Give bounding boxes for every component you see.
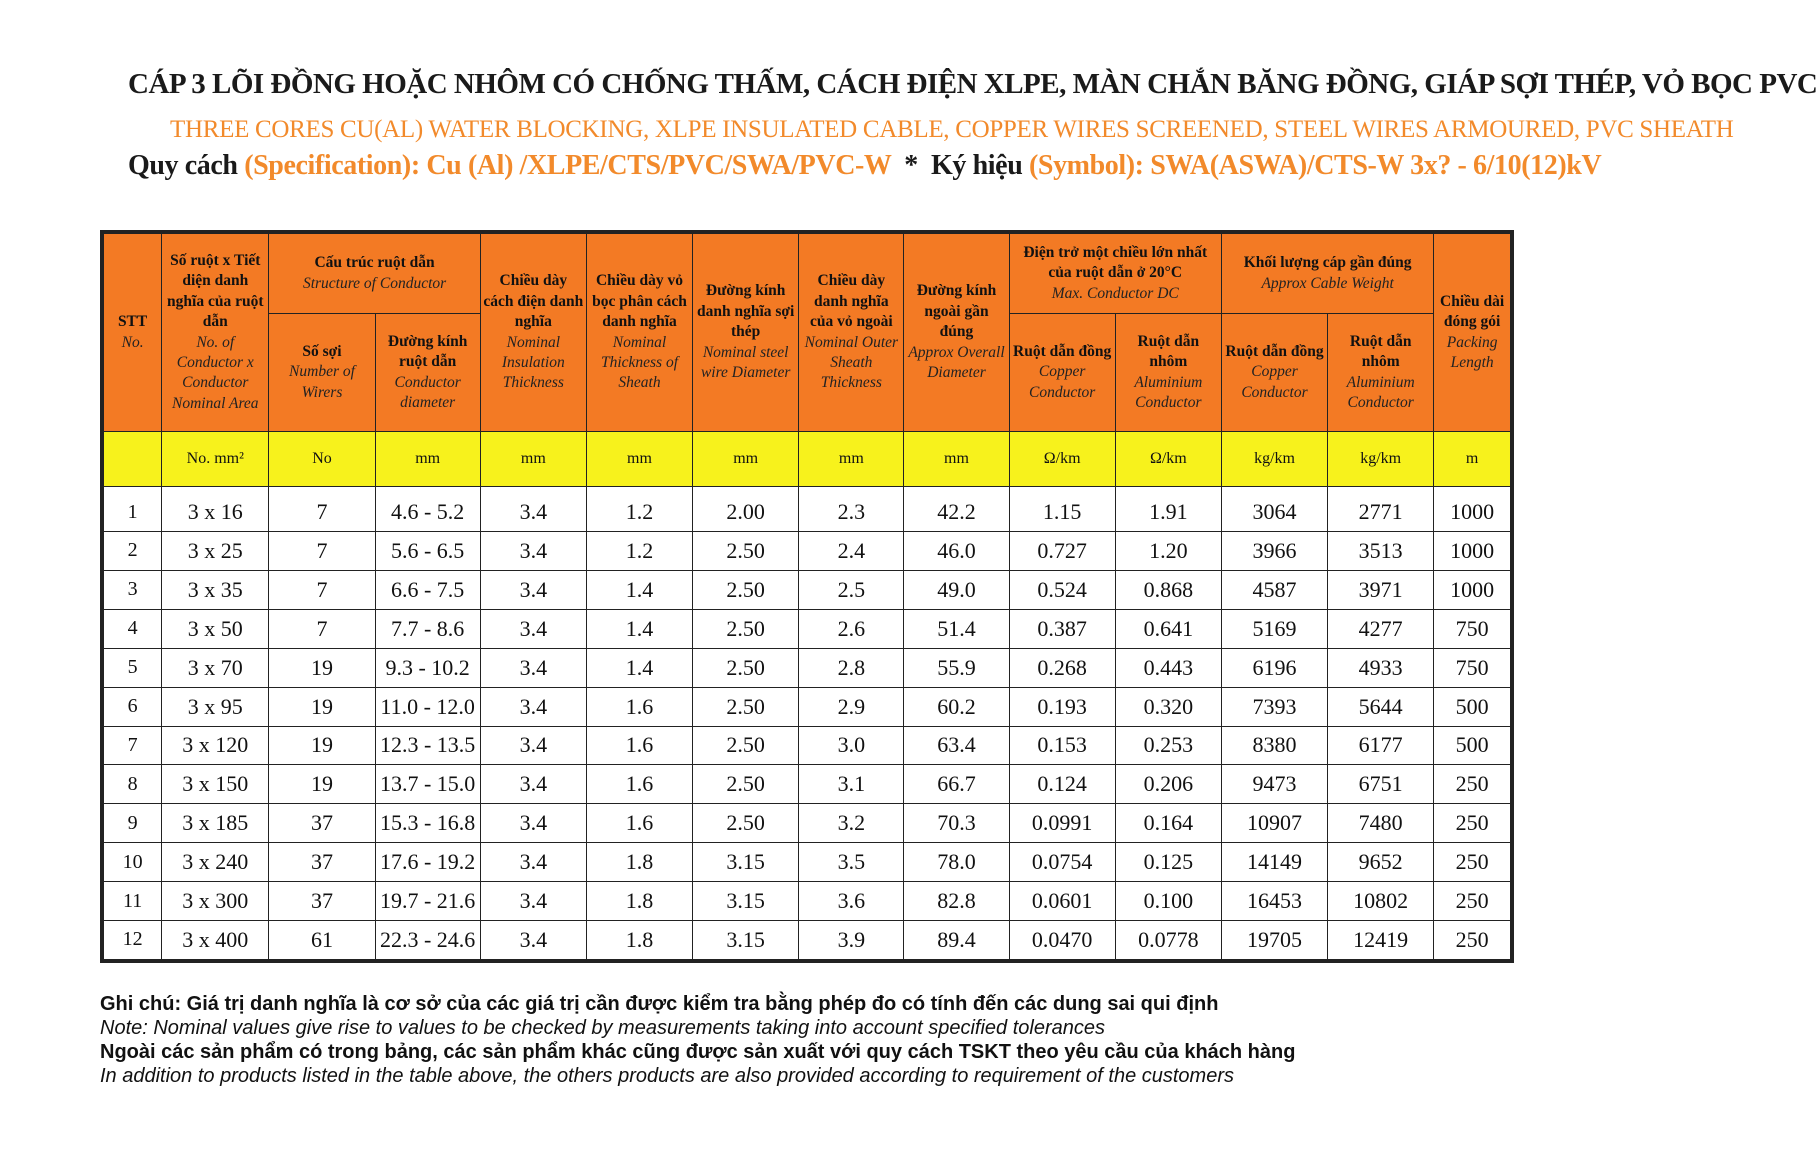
header-stt: STT No.: [104, 234, 162, 432]
header-resistance-copper: Ruột dẫn đồng Copper Conductor: [1009, 314, 1115, 432]
table-cell: 0.164: [1115, 804, 1221, 843]
table-cell: 37: [269, 804, 375, 843]
table-cell: 9.3 - 10.2: [375, 648, 480, 687]
unit-cell: mm: [693, 432, 799, 487]
table-cell: 1: [104, 487, 162, 532]
table-cell: 3.4: [480, 726, 586, 765]
table-cell: 3513: [1328, 532, 1434, 571]
table-cell: 1.4: [586, 570, 692, 609]
notes: [100, 992, 1560, 1088]
table-cell: 0.0470: [1009, 920, 1115, 959]
table-cell: 0.153: [1009, 726, 1115, 765]
units-row: [104, 432, 1511, 487]
table-cell: 3 x 25: [162, 532, 269, 571]
table-cell: 1000: [1434, 570, 1511, 609]
table-cell: 42.2: [904, 487, 1009, 532]
table-cell: 2.9: [799, 687, 904, 726]
page-title-en: THREE CORES CU(AL) WATER BLOCKING, XLPE INSULATED CABLE, COPPER WIRES SCREENED, STEEL WIRES ARMOURED, PVC SHEATH: [170, 116, 1734, 143]
table-cell: 61: [269, 920, 375, 959]
table-cell: 9: [104, 804, 162, 843]
table-cell: 12.3 - 13.5: [375, 726, 480, 765]
spec-label: Quy cách: [128, 150, 245, 181]
table-cell: 3.4: [480, 765, 586, 804]
table-cell: 2.00: [693, 487, 799, 532]
table-cell: 2.50: [693, 532, 799, 571]
table-cell: 3.1: [799, 765, 904, 804]
note-vn-2: Ngoài các sản phẩm có trong bảng, các sản phẩm khác cũng được sản xuất với quy cách TSKT theo yêu cầu của khách hàng: [100, 1041, 1296, 1063]
table-row: [104, 804, 1511, 843]
table-cell: 3.4: [480, 804, 586, 843]
table-cell: 1.4: [586, 648, 692, 687]
table-cell: 10802: [1328, 882, 1434, 921]
table-cell: 0.124: [1009, 765, 1115, 804]
note-en-2: In addition to products listed in the table above, the others products are also provided according to requirement of the customers: [100, 1065, 1234, 1087]
table-cell: 2.50: [693, 570, 799, 609]
table-cell: 5.6 - 6.5: [375, 532, 480, 571]
header-structure: Cấu trúc ruột dẫn Structure of Conductor: [269, 234, 480, 314]
table-cell: 3064: [1221, 487, 1327, 532]
table-cell: 3971: [1328, 570, 1434, 609]
table-cell: 17.6 - 19.2: [375, 843, 480, 882]
spec-table: [103, 233, 1511, 960]
table-cell: 0.100: [1115, 882, 1221, 921]
unit-cell: No. mm²: [162, 432, 269, 487]
table-cell: 3.0: [799, 726, 904, 765]
table-cell: 1.8: [586, 882, 692, 921]
table-cell: 2.50: [693, 804, 799, 843]
table-cell: 37: [269, 882, 375, 921]
unit-cell: [104, 432, 162, 487]
table-cell: 250: [1434, 920, 1511, 959]
table-cell: 1.15: [1009, 487, 1115, 532]
table-cell: 7: [269, 487, 375, 532]
table-cell: 3.2: [799, 804, 904, 843]
table-cell: 14149: [1221, 843, 1327, 882]
table-cell: 7: [104, 726, 162, 765]
header-weight-aluminium: Ruột dẫn nhôm Aluminium Conductor: [1328, 314, 1434, 432]
table-cell: 0.206: [1115, 765, 1221, 804]
spec-table-wrapper: [100, 230, 1514, 963]
table-cell: 3 x 400: [162, 920, 269, 959]
table-cell: 19.7 - 21.6: [375, 882, 480, 921]
header-overall-diameter: Đường kính ngoài gần đúng Approx Overall Diameter: [904, 234, 1009, 432]
unit-cell: mm: [480, 432, 586, 487]
table-cell: 6: [104, 687, 162, 726]
table-cell: 250: [1434, 765, 1511, 804]
table-cell: 9652: [1328, 843, 1434, 882]
table-body: [104, 487, 1511, 960]
table-row: [104, 609, 1511, 648]
symbol-label: Ký hiệu: [931, 150, 1029, 181]
unit-cell: Ω/km: [1115, 432, 1221, 487]
table-cell: 2.50: [693, 765, 799, 804]
table-row: [104, 532, 1511, 571]
header-insulation: Chiều dày cách điện danh nghĩa Nominal Insulation Thickness: [480, 234, 586, 432]
table-cell: 2.8: [799, 648, 904, 687]
table-cell: 7.7 - 8.6: [375, 609, 480, 648]
table-cell: 3.5: [799, 843, 904, 882]
table-cell: 15.3 - 16.8: [375, 804, 480, 843]
table-cell: 1.6: [586, 726, 692, 765]
table-cell: 3.15: [693, 882, 799, 921]
table-cell: 3.4: [480, 687, 586, 726]
table-cell: 3: [104, 570, 162, 609]
table-cell: 3 x 35: [162, 570, 269, 609]
table-cell: 13.7 - 15.0: [375, 765, 480, 804]
table-cell: 3 x 185: [162, 804, 269, 843]
table-cell: 0.0754: [1009, 843, 1115, 882]
header-resistance: Điện trở một chiều lớn nhất của ruột dẫn ở 20°C Max. Conductor DC: [1009, 234, 1221, 314]
table-cell: 0.0778: [1115, 920, 1221, 959]
table-row: [104, 487, 1511, 532]
header-resistance-aluminium: Ruột dẫn nhôm Aluminium Conductor: [1115, 314, 1221, 432]
table-cell: 19: [269, 687, 375, 726]
table-cell: 3.9: [799, 920, 904, 959]
table-cell: 0.268: [1009, 648, 1115, 687]
table-cell: 10: [104, 843, 162, 882]
table-row: [104, 648, 1511, 687]
table-cell: 8: [104, 765, 162, 804]
table-cell: 19705: [1221, 920, 1327, 959]
table-cell: 3 x 70: [162, 648, 269, 687]
table-cell: 66.7: [904, 765, 1009, 804]
header-steel-wire: Đường kính danh nghĩa sợi thép Nominal steel wire Diameter: [693, 234, 799, 432]
unit-cell: kg/km: [1328, 432, 1434, 487]
table-cell: 1.6: [586, 804, 692, 843]
table-cell: 1.6: [586, 765, 692, 804]
table-cell: 3.4: [480, 843, 586, 882]
table-cell: 2.6: [799, 609, 904, 648]
spec-value: (Specification): Cu (Al) /XLPE/CTS/PVC/SWA/PVC-W: [244, 150, 892, 181]
page-title-vn: CÁP 3 LÕI ĐỒNG HOẶC NHÔM CÓ CHỐNG THẤM, CÁCH ĐIỆN XLPE, MÀN CHẮN BĂNG ĐỒNG, GIÁP SỢI THÉP, VỎ BỌC PVC: [128, 68, 1817, 100]
header-wires: Số sợi Number of Wirers: [269, 314, 375, 432]
table-cell: 0.320: [1115, 687, 1221, 726]
table-cell: 4277: [1328, 609, 1434, 648]
table-row: [104, 920, 1511, 959]
table-cell: 3 x 50: [162, 609, 269, 648]
unit-cell: mm: [586, 432, 692, 487]
table-cell: 250: [1434, 843, 1511, 882]
table-cell: 5: [104, 648, 162, 687]
unit-cell: kg/km: [1221, 432, 1327, 487]
table-cell: 12419: [1328, 920, 1434, 959]
table-cell: 82.8: [904, 882, 1009, 921]
table-cell: 4: [104, 609, 162, 648]
table-cell: 750: [1434, 648, 1511, 687]
table-row: [104, 843, 1511, 882]
table-cell: 8380: [1221, 726, 1327, 765]
table-cell: 4587: [1221, 570, 1327, 609]
table-cell: 5644: [1328, 687, 1434, 726]
header-conductor-diameter: Đường kính ruột dẫn Conductor diameter: [375, 314, 480, 432]
table-cell: 3.4: [480, 532, 586, 571]
table-cell: 0.0601: [1009, 882, 1115, 921]
table-cell: 3 x 240: [162, 843, 269, 882]
table-cell: 6196: [1221, 648, 1327, 687]
table-cell: 3.4: [480, 570, 586, 609]
table-cell: 1.20: [1115, 532, 1221, 571]
table-cell: 49.0: [904, 570, 1009, 609]
table-cell: 7: [269, 570, 375, 609]
table-cell: 250: [1434, 804, 1511, 843]
table-cell: 19: [269, 726, 375, 765]
table-cell: 0.387: [1009, 609, 1115, 648]
table-cell: 0.443: [1115, 648, 1221, 687]
table-cell: 70.3: [904, 804, 1009, 843]
table-row: [104, 726, 1511, 765]
table-row: [104, 687, 1511, 726]
table-cell: 7: [269, 609, 375, 648]
table-cell: 16453: [1221, 882, 1327, 921]
table-cell: 1000: [1434, 487, 1511, 532]
header-outer-sheath: Chiều dày danh nghĩa của vỏ ngoài Nominal Outer Sheath Thickness: [799, 234, 904, 432]
table-cell: 11.0 - 12.0: [375, 687, 480, 726]
table-cell: 0.0991: [1009, 804, 1115, 843]
header-area: Số ruột x Tiết diện danh nghĩa của ruột dẫn No. of Conductor x Conductor Nominal Area: [162, 234, 269, 432]
table-cell: 0.641: [1115, 609, 1221, 648]
table-cell: 0.524: [1009, 570, 1115, 609]
table-cell: 3 x 300: [162, 882, 269, 921]
note-en-1: Note: Nominal values give rise to values to be checked by measurements taking into account specified tolerances: [100, 1017, 1105, 1039]
table-cell: 0.868: [1115, 570, 1221, 609]
table-cell: 2: [104, 532, 162, 571]
table-cell: 2.4: [799, 532, 904, 571]
table-cell: 78.0: [904, 843, 1009, 882]
table-cell: 2.5: [799, 570, 904, 609]
unit-cell: mm: [375, 432, 480, 487]
table-cell: 12: [104, 920, 162, 959]
table-cell: 55.9: [904, 648, 1009, 687]
table-cell: 2.50: [693, 687, 799, 726]
table-cell: 3 x 95: [162, 687, 269, 726]
table-cell: 1.8: [586, 920, 692, 959]
table-cell: 750: [1434, 609, 1511, 648]
spec-line: [128, 150, 1602, 182]
table-cell: 0.125: [1115, 843, 1221, 882]
table-cell: 250: [1434, 882, 1511, 921]
table-cell: 1.6: [586, 687, 692, 726]
table-cell: 0.253: [1115, 726, 1221, 765]
table-cell: 1.91: [1115, 487, 1221, 532]
table-cell: 3.4: [480, 920, 586, 959]
table-cell: 3 x 150: [162, 765, 269, 804]
table-cell: 500: [1434, 687, 1511, 726]
table-cell: 2.3: [799, 487, 904, 532]
table-row: [104, 570, 1511, 609]
unit-cell: Ω/km: [1009, 432, 1115, 487]
table-row: [104, 882, 1511, 921]
table-cell: 3 x 120: [162, 726, 269, 765]
table-cell: 7480: [1328, 804, 1434, 843]
unit-cell: mm: [904, 432, 1009, 487]
table-cell: 3.15: [693, 843, 799, 882]
spec-separator: *: [891, 150, 932, 181]
table-cell: 6751: [1328, 765, 1434, 804]
table-cell: 9473: [1221, 765, 1327, 804]
table-cell: 1.2: [586, 532, 692, 571]
symbol-value: (Symbol): SWA(ASWA)/CTS-W 3x? - 6/10(12)kV: [1028, 150, 1602, 181]
table-cell: 1000: [1434, 532, 1511, 571]
table-cell: 19: [269, 765, 375, 804]
table-cell: 2771: [1328, 487, 1434, 532]
table-cell: 3.4: [480, 648, 586, 687]
table-cell: 5169: [1221, 609, 1327, 648]
table-cell: 500: [1434, 726, 1511, 765]
table-cell: 7393: [1221, 687, 1327, 726]
table-cell: 3966: [1221, 532, 1327, 571]
table-cell: 51.4: [904, 609, 1009, 648]
table-cell: 63.4: [904, 726, 1009, 765]
table-cell: 22.3 - 24.6: [375, 920, 480, 959]
header-packing-length: Chiều dài đóng gói Packing Length: [1434, 234, 1511, 432]
table-cell: 0.193: [1009, 687, 1115, 726]
unit-cell: mm: [799, 432, 904, 487]
table-cell: 7: [269, 532, 375, 571]
table-cell: 1.4: [586, 609, 692, 648]
table-cell: 11: [104, 882, 162, 921]
table-cell: 1.2: [586, 487, 692, 532]
table-cell: 89.4: [904, 920, 1009, 959]
unit-cell: No: [269, 432, 375, 487]
table-cell: 60.2: [904, 687, 1009, 726]
table-cell: 3.6: [799, 882, 904, 921]
table-cell: 10907: [1221, 804, 1327, 843]
table-cell: 4.6 - 5.2: [375, 487, 480, 532]
table-cell: 4933: [1328, 648, 1434, 687]
table-cell: 46.0: [904, 532, 1009, 571]
table-cell: 2.50: [693, 648, 799, 687]
table-cell: 3.15: [693, 920, 799, 959]
table-cell: 2.50: [693, 726, 799, 765]
header-weight: Khối lượng cáp gần đúng Approx Cable Weight: [1221, 234, 1433, 314]
header-weight-copper: Ruột dẫn đồng Copper Conductor: [1221, 314, 1327, 432]
table-cell: 3.4: [480, 487, 586, 532]
note-vn-1: Ghi chú: Giá trị danh nghĩa là cơ sở của các giá trị cần được kiểm tra bằng phép đo có tính đến các dung sai qui định: [100, 993, 1219, 1015]
table-cell: 3.4: [480, 882, 586, 921]
table-cell: 3.4: [480, 609, 586, 648]
header-separation-sheath: Chiều dày vỏ bọc phân cách danh nghĩa Nominal Thickness of Sheath: [586, 234, 692, 432]
table-cell: 37: [269, 843, 375, 882]
unit-cell: m: [1434, 432, 1511, 487]
table-row: [104, 765, 1511, 804]
table-cell: 0.727: [1009, 532, 1115, 571]
table-cell: 2.50: [693, 609, 799, 648]
table-cell: 1.8: [586, 843, 692, 882]
table-cell: 6.6 - 7.5: [375, 570, 480, 609]
table-cell: 3 x 16: [162, 487, 269, 532]
table-cell: 6177: [1328, 726, 1434, 765]
table-cell: 19: [269, 648, 375, 687]
